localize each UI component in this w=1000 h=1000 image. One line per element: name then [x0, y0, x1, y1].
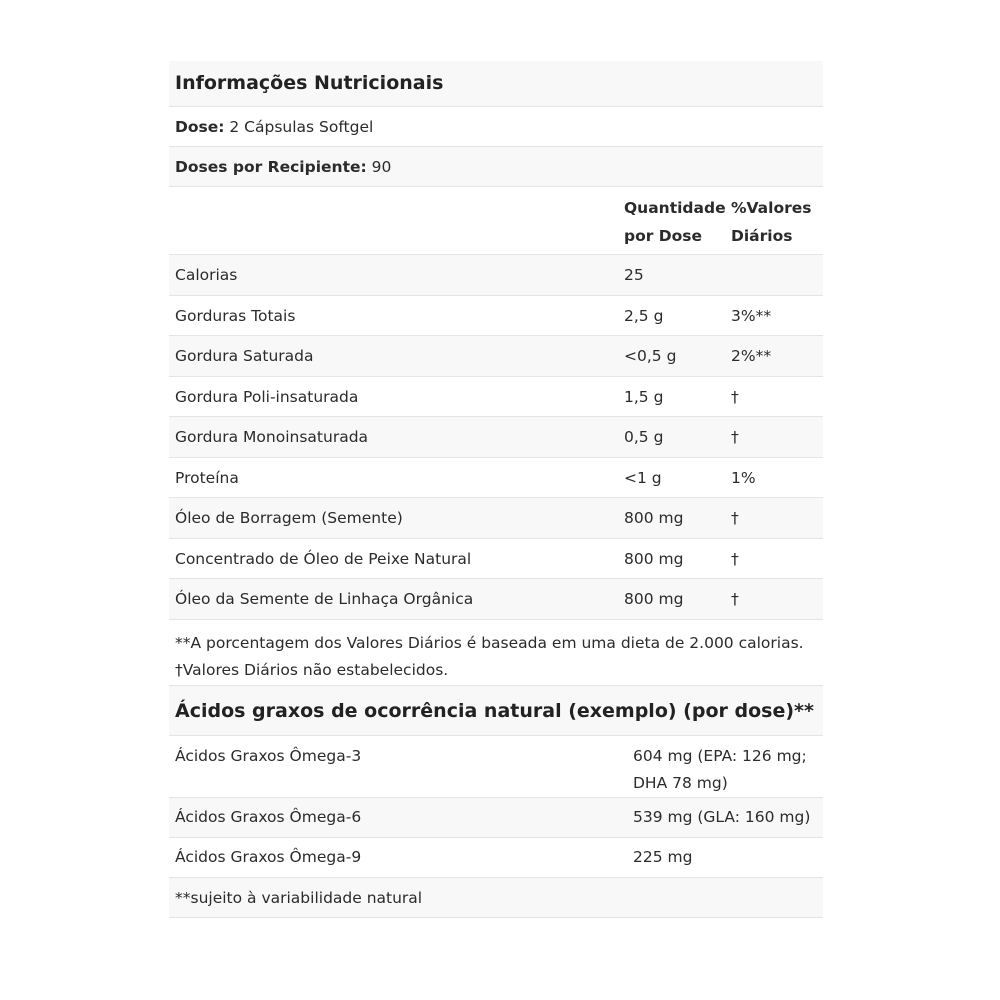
table-row [169, 736, 823, 798]
fatty-acid-name: Ácidos Graxos Ômega-3 [175, 746, 362, 765]
fatty-acid-amount [633, 743, 818, 797]
fatty-acid-amount [633, 804, 818, 831]
nutrient-name: Calorias [175, 266, 238, 284]
nutrition-facts-panel [169, 61, 823, 918]
fatty-acid-amount-line1: 225 mg [633, 847, 693, 866]
nutrient-dv: † [731, 590, 739, 608]
table-row [169, 458, 823, 499]
nutrient-name: Concentrado de Óleo de Peixe Natural [175, 549, 472, 568]
nutrient-amount: 25 [624, 266, 644, 284]
fatty-acid-name: Ácidos Graxos Ômega-9 [175, 847, 362, 866]
table-row [169, 798, 823, 838]
nutrient-dv: † [731, 509, 739, 527]
nutrient-amount: 0,5 g [624, 428, 664, 446]
daily-value-notes [169, 620, 823, 686]
table-row [169, 296, 823, 337]
table-header [169, 187, 823, 255]
fatty-acid-amount-line1: 539 mg (GLA: 160 mg) [633, 807, 811, 826]
table-row [169, 539, 823, 580]
nutrient-dv: † [731, 428, 739, 446]
nutrition-title: Informações Nutricionais [169, 61, 823, 107]
nutrient-dv: 3%** [731, 306, 772, 325]
nutrient-name: Gordura Monoinsaturada [175, 428, 369, 446]
not-established-note: †Valores Diários não estabelecidos. [175, 660, 449, 679]
fatty-acid-name: Ácidos Graxos Ômega-6 [175, 807, 362, 826]
variability-footnote: **sujeito à variabilidade natural [169, 878, 823, 918]
fatty-acids-title: Ácidos graxos de ocorrência natural (exemplo) (por dose)** [169, 686, 823, 736]
servings-per-container [169, 147, 823, 187]
nutrient-amount: 800 mg [624, 590, 684, 608]
fatty-acid-amount-line2: DHA 78 mg) [633, 773, 728, 792]
serving-size [169, 107, 823, 147]
table-row [169, 336, 823, 377]
amount-header-line2: por Dose [624, 227, 703, 245]
nutrient-name: Gorduras Totais [175, 306, 296, 325]
servings-per-container-label: Doses por Recipiente: [175, 158, 367, 176]
nutrient-name: Óleo de Borragem (Semente) [175, 509, 403, 527]
amount-header-line1: Quantidade [624, 199, 726, 217]
dv-header-line2: Diários [731, 227, 793, 245]
nutrient-amount: <0,5 g [624, 347, 677, 365]
fatty-acid-amount-line1: 604 mg (EPA: 126 mg; [633, 746, 807, 765]
table-row [169, 838, 823, 878]
fatty-acid-amount [633, 844, 818, 871]
nutrient-name: Óleo da Semente de Linhaça Orgânica [175, 590, 474, 608]
daily-value-header [731, 194, 821, 250]
table-row [169, 498, 823, 539]
nutrient-dv: † [731, 549, 739, 568]
nutrient-dv: 1% [731, 468, 756, 487]
amount-per-serving-header [624, 194, 734, 250]
serving-size-label: Dose: [175, 118, 225, 136]
nutrient-name: Gordura Poli-insaturada [175, 387, 359, 406]
table-row [169, 255, 823, 296]
nutrient-amount: 2,5 g [624, 306, 664, 325]
nutrient-amount: 1,5 g [624, 387, 664, 406]
servings-per-container-value: 90 [366, 158, 392, 176]
table-row [169, 377, 823, 418]
nutrient-amount: <1 g [624, 468, 662, 487]
nutrient-name: Proteína [175, 468, 239, 487]
nutrient-amount: 800 mg [624, 509, 684, 527]
serving-size-value: 2 Cápsulas Softgel [224, 118, 374, 136]
table-row [169, 417, 823, 458]
dv-header-line1: %Valores [731, 199, 812, 217]
nutrient-dv: 2%** [731, 347, 772, 365]
table-row [169, 579, 823, 620]
daily-value-note: **A porcentagem dos Valores Diários é baseada em uma dieta de 2.000 calorias. [175, 633, 804, 652]
nutrient-amount: 800 mg [624, 549, 684, 568]
nutrient-name: Gordura Saturada [175, 347, 314, 365]
nutrient-dv: † [731, 387, 739, 406]
